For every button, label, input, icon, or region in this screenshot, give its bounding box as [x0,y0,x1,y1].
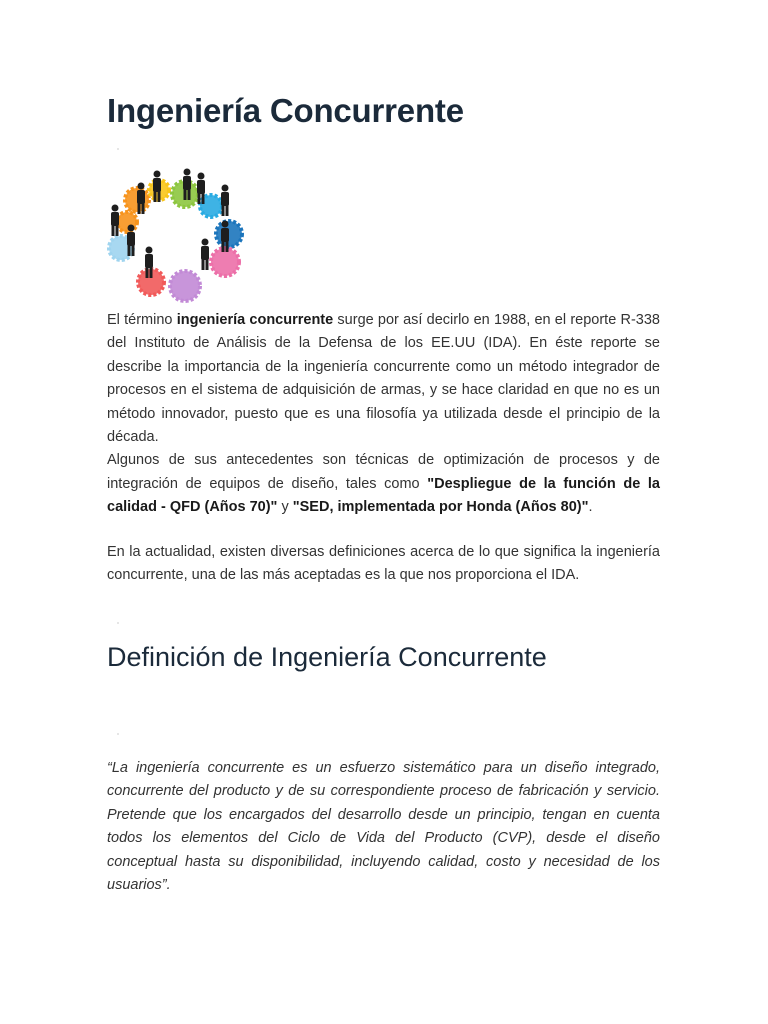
intro-bold-qfd: "Despliegue de la función de la calidad - QFD (Años 70)" [107,475,660,516]
page-title: Ingeniería Concurrente [107,92,464,129]
intro-paragraph [107,309,660,520]
intro-text-1: El término [107,312,177,328]
business-people-gears-icon [107,164,253,304]
section-heading: Definición de Ingeniería Concurrente [107,642,547,672]
spacer-dot [117,148,119,150]
intro-text-5: . [588,499,593,516]
spacer-dot [117,733,119,735]
spacer-dot [117,622,119,624]
definition-quote: “La ingeniería concurrente es un esfuerzo sistemático para un diseño integrado, concurrente del producto y de su correspondiente proceso de fabricación y servicio. Pretende que los encargados del desarrollo desde un principio, tengan en cuenta todos los elementos del Ciclo de Vida del Producto (CVP), desde el diseño conceptual hasta su disponibilidad, incluyendo calidad, costo y necesidad de los usuarios”. [107,760,660,894]
intro-text-4: y [277,499,293,516]
intro-bold-sed: "SED, implementada por Honda (Años 80)" [292,499,589,516]
ida-paragraph: En la actualidad, existen diversas definiciones acerca de lo que significa la ingeniería concurrente, una de las más aceptadas es la que nos proporciona el IDA. [107,544,660,584]
intro-text-3: Algunos de sus antecedentes son técnicas de optimización de procesos y de integración de equipos de diseño, tales como [107,452,660,492]
intro-bold-term: ingeniería concurrente [176,312,334,328]
intro-text-2: surge por así decirlo en 1988, en el reporte R-338 del Instituto de Análisis de la Defensa de los EE.UU (IDA). En éste reporte se describe la importancia de la ingeniería concurrente como un método integrador de procesos en el sistema de adquisición de armas, y se hace claridad en que no es un método innovador, puesto que es una filosofía ya utilizada desde el principio de la década. [107,312,660,446]
